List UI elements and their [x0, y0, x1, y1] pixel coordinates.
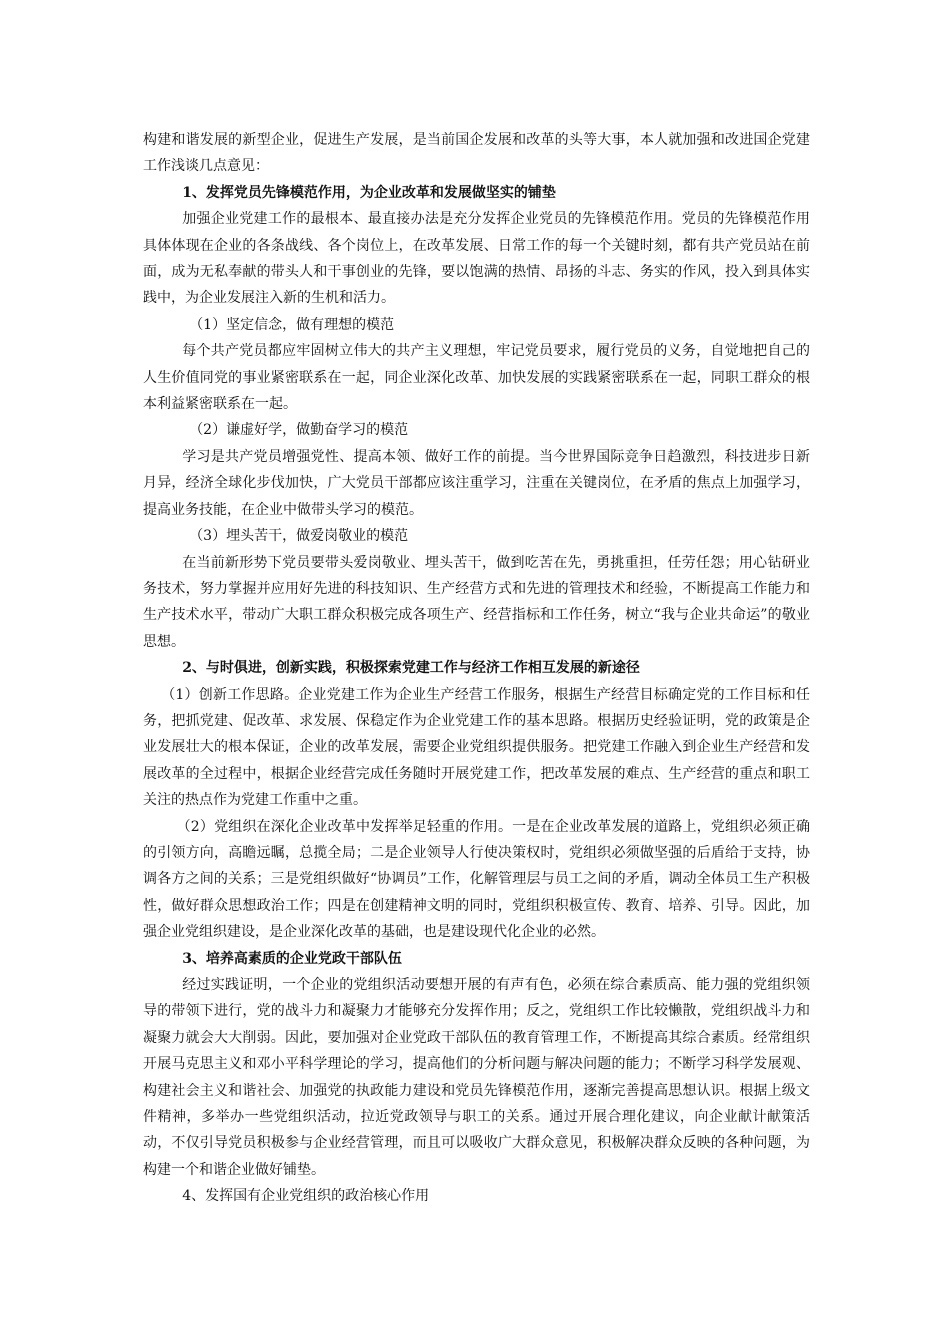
section-heading-3: 3、培养高素质的企业党政干部队伍 [182, 950, 402, 967]
section-heading-4: 4、发挥国有企业党组织的政治核心作用 [182, 1188, 430, 1205]
body-paragraph: 加强企业党建工作的最根本、最直接办法是充分发挥企业党员的先锋模范作用。党员的先锋模范作用具体体现在企业的各条战线、各个岗位上，在改革发展、日常工作的每一个关键时刻，都有共产党员站在前面，成为无私奉献的带头人和干事创业的先锋，要以饱满的热情、昂扬的斗志、务实的作风，投入到具体实践中，为企业发展注入新的生机和活力。 [143, 211, 810, 307]
section-heading-2: 2、与时俱进，创新实践，积极探索党建工作与经济工作相互发展的新途径 [182, 660, 640, 677]
subsection-heading: （2）谦虚好学，做勤奋学习的模范 [189, 422, 409, 439]
document-page [143, 127, 810, 1210]
body-paragraph: 在当前新形势下党员要带头爱岗敬业、埋头苦干，做到吃苦在先，勇挑重担，任劳任怨；用心钻研业务技术，努力掌握并应用好先进的科技知识、生产经营方式和先进的管理技术和经验，不断提高工作能力和生产技术水平，带动广大职工群众积极完成各项生产、经营指标和工作任务，树立“我与企业共命运”的敬业思想。 [143, 554, 810, 650]
subsection-heading: （1）坚定信念，做有理想的模范 [189, 316, 395, 333]
body-paragraph: （1）创新工作思路。企业党建工作为企业生产经营工作服务，根据生产经营目标确定党的工作目标和任务，把抓党建、促改革、求发展、保稳定作为企业党建工作的基本思路。根据历史经验证明，党的政策是企业发展壮大的根本保证，企业的改革发展，需要企业党组织提供服务。把党建工作融入到企业生产经营和发展改革的全过程中，根据企业经营完成任务随时开展党建工作，把改革发展的难点、生产经营的重点和职工关注的热点作为党建工作重中之重。 [143, 686, 810, 809]
subsection-heading: （3）埋头苦干，做爱岗敬业的模范 [189, 528, 409, 545]
section-heading-1: 1、发挥党员先锋模范作用，为企业改革和发展做坚实的铺垫 [182, 184, 556, 201]
body-paragraph: 经过实践证明，一个企业的党组织活动要想开展的有声有色，必须在综合素质高、能力强的党组织领导的带领下进行，党的战斗力和凝聚力才能够充分发挥作用；反之，党组织工作比较懒散，党组织战斗力和凝聚力就会大大削弱。因此，要加强对企业党政干部队伍的教育管理工作，不断提高其综合素质。经常组织开展马克思主义和邓小平科学理论的学习，提高他们的分析问题与解决问题的能力；不断学习科学发展观、构建社会主义和谐社会、加强党的执政能力建设和党员先锋模范作用，逐渐完善提高思想认识。根据上级文件精神，多举办一些党组织活动，拉近党政领导与职工的关系。通过开展合理化建议，向企业献计献策活动，不仅引导党员积极参与企业经营管理，而且可以吸收广大群众意见，积极解决群众反映的各种问题，为构建一个和谐企业做好铺垫。 [143, 977, 810, 1178]
body-paragraph: 学习是共产党员增强党性、提高本领、做好工作的前提。当今世界国际竞争日趋激烈，科技进步日新月异，经济全球化步伐加快，广大党员干部都应该注重学习，注重在关键岗位，在矛盾的焦点上加强学习，提高业务技能，在企业中做带头学习的模范。 [143, 448, 810, 518]
body-paragraph: （2）党组织在深化企业改革中发挥举足轻重的作用。一是在企业改革发展的道路上，党组织必须正确的引领方向，高瞻远瞩，总揽全局；二是企业领导人行使决策权时，党组织必须做坚强的后盾给于支持，协调各方之间的关系；三是党组织做好“协调员”工作，化解管理层与员工之间的矛盾，调动全体员工生产积极性，做好群众思想政治工作；四是在创建精神文明的同时，党组织积极宣传、教育、培养、引导。因此，加强企业党组织建设，是企业深化改革的基础，也是建设现代化企业的必然。 [143, 818, 810, 941]
intro-paragraph: 构建和谐发展的新型企业，促进生产发展，是当前国企发展和改革的头等大事，本人就加强和改进国企党建工作浅谈几点意见： [143, 132, 810, 175]
body-paragraph: 每个共产党员都应牢固树立伟大的共产主义理想，牢记党员要求，履行党员的义务，自觉地把自己的人生价值同党的事业紧密联系在一起，同企业深化改革、加快发展的实践紧密联系在一起，同职工群众的根本利益紧密联系在一起。 [143, 343, 810, 413]
